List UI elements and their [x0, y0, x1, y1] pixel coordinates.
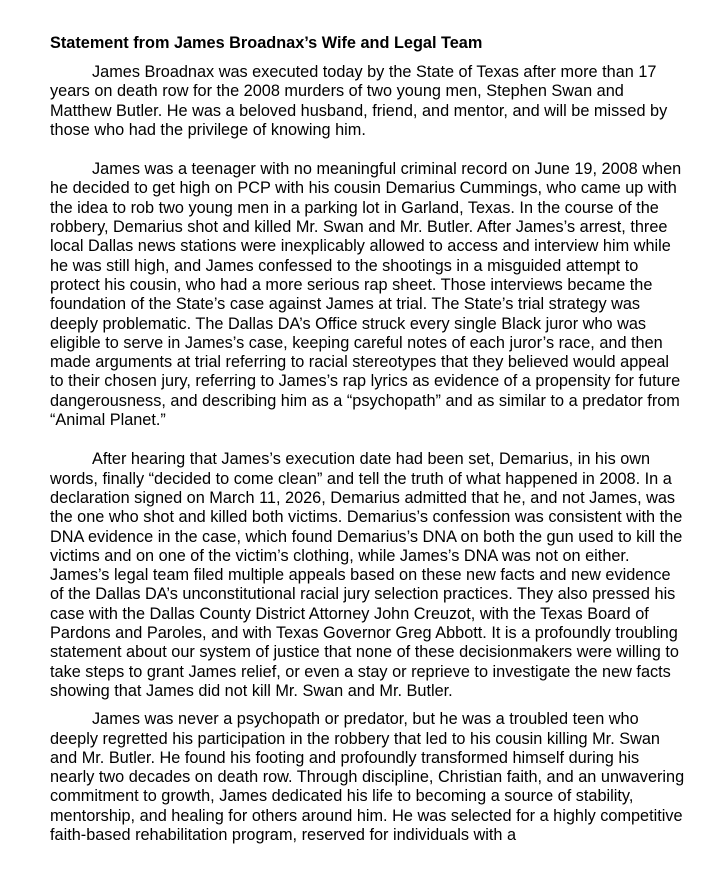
document-page	[50, 33, 686, 845]
paragraph-3: After hearing that James’s execution date had been set, Demarius, in his own words, finally “decided to come clean” and tell the truth of what happened in 2008. In a declaration signed on March 11, 2026, Demarius admitted that he, and not James, was the one who shot and killed both victims. Demarius’s confession was consistent with the DNA evidence in the case, which found Demarius’s DNA on both the gun used to kill the victims and on one of the victim’s clothing, while James’s DNA was not on either. James’s legal team filed multiple appeals based on these new facts and new evidence of the Dallas DA’s unconstitutional racial jury selection practices. They also pressed his case with the Dallas County District Attorney John Creuzot, with the Texas Board of Pardons and Paroles, and with Texas Governor Greg Abbott. It is a profoundly troubling statement about our system of justice that none of these decisionmakers were willing to take steps to grant James relief, or even a stay or reprieve to investigate the new facts showing that James did not kill Mr. Swan and Mr. Butler.	[50, 450, 683, 700]
paragraph-2: James was a teenager with no meaningful criminal record on June 19, 2008 when he decided to get high on PCP with his cousin Demarius Cummings, who came up with the idea to rob two young men in a parking lot in Garland, Texas. In the course of the robbery, Demarius shot and killed Mr. Swan and Mr. Butler. After James’s arrest, three local Dallas news stations were inexplicably allowed to access and interview him while he was still high, and James confessed to the shootings in a misguided attempt to protect his cousin, who had a more serious rap sheet. Those interviews became the foundation of the State’s case against James at trial. The State’s trial strategy was deeply problematic. The Dallas DA’s Office struck every single Black juror who was eligible to serve in James’s case, keeping careful notes of each juror’s race, and then made arguments at trial referring to racial stereotypes that they believed would appeal to their chosen jury, referring to James’s rap lyrics as evidence of a propensity for future dangerousness, and describing him as a “psychopath” and as similar to a predator from “Animal Planet.”	[50, 160, 682, 430]
paragraph-1: James Broadnax was executed today by the State of Texas after more than 17 years on death row for the 2008 murders of two young men, Stephen Swan and Matthew Butler. He was a beloved husband, friend, and mentor, and will be missed by those who had the privilege of knowing him.	[50, 63, 668, 139]
document-title: Statement from James Broadnax’s Wife and Legal Team	[50, 34, 483, 52]
paragraph-4: James was never a psychopath or predator, but he was a troubled teen who deeply regretted his participation in the robbery that led to his cousin killing Mr. Swan and Mr. Butler. He found his footing and profoundly transformed himself during his nearly two decades on death row. Through discipline, Christian faith, and an unwavering commitment to growth, James dedicated his life to becoming a source of stability, mentorship, and healing for others around him. He was selected for a highly competitive faith-based rehabilitation program, reserved for individuals with a	[50, 710, 685, 844]
